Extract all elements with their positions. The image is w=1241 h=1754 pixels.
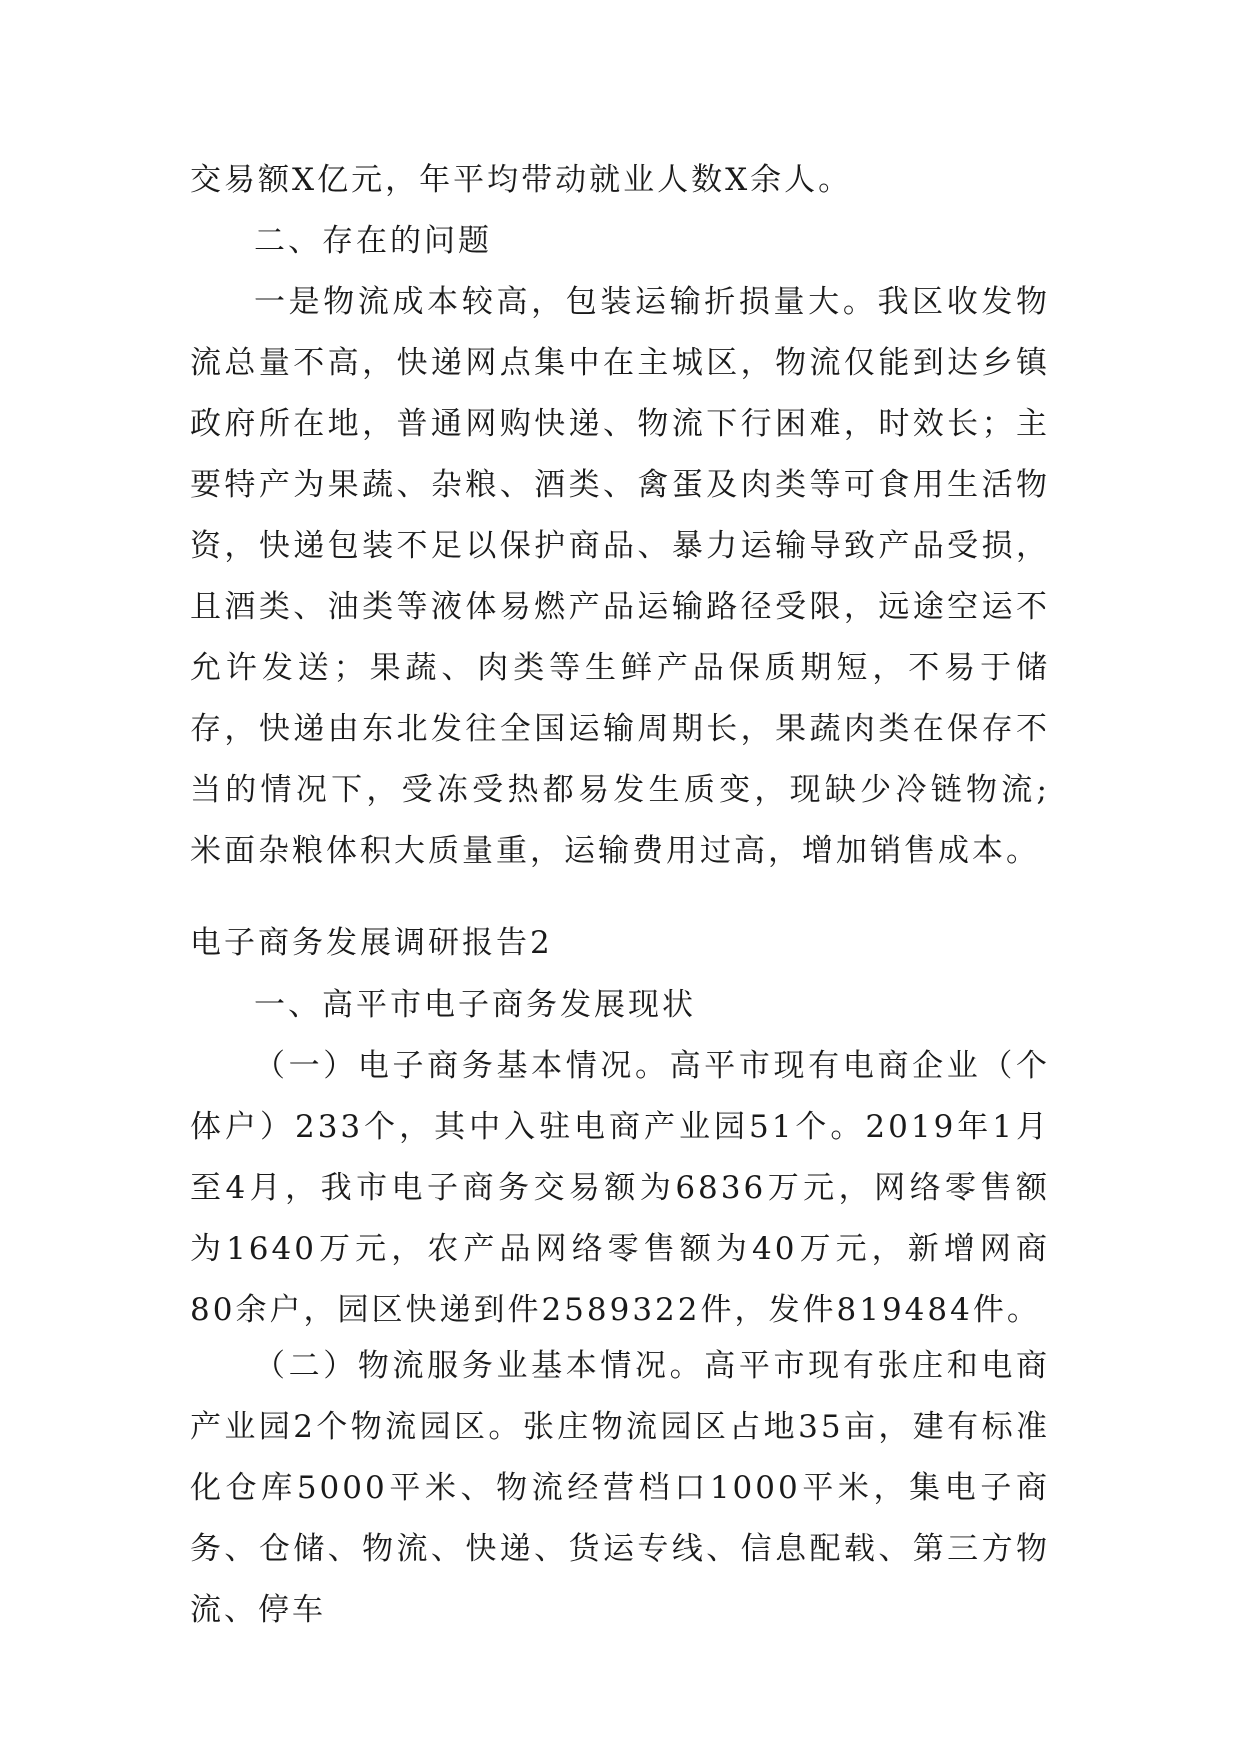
status-heading: 一、高平市电子商务发展现状 bbox=[254, 987, 696, 1023]
report-title: 电子商务发展调研报告2 bbox=[190, 925, 553, 961]
problems-heading: 二、存在的问题 bbox=[254, 223, 492, 259]
continuation-paragraph: 交易额X亿元，年平均带动就业人数X余人。 bbox=[190, 162, 853, 198]
ecommerce-paragraph: （一）电子商务基本情况。高平市现有电商企业（个体户）233个，其中入驻电商产业园51个。2019年1月至4月，我市电子商务交易额为6836万元，网络零售额为1640万元，农产品网络零售额为40万元，新增网商80余户，园区快递到件2589322件，发件819484件。 bbox=[190, 1048, 1050, 1328]
problem-1-paragraph: 一是物流成本较高，包装运输折损量大。我区收发物流总量不高，快递网点集中在主城区，物流仅能到达乡镇政府所在地，普通网购快递、物流下行困难，时效长；主要特产为果蔬、杂粮、酒类、禽蛋及肉类等可食用生活物资，快递包装不足以保护商品、暴力运输导致产品受损，且酒类、油类等液体易燃产品运输路径受限，远途空运不允许发送；果蔬、肉类等生鲜产品保质期短，不易于储存，快递由东北发往全国运输周期长，果蔬肉类在保存不当的情况下，受冻受热都易发生质变，现缺少冷链物流;米面杂粮体积大质量重，运输费用过高，增加销售成本。 bbox=[190, 284, 1050, 869]
logistics-paragraph: （二）物流服务业基本情况。高平市现有张庄和电商产业园2个物流园区。张庄物流园区占地35亩，建有标准化仓库5000平米、物流经营档口1000平米，集电子商务、仓储、物流、快递、货运专线、信息配载、第三方物流、停车 bbox=[190, 1348, 1050, 1628]
